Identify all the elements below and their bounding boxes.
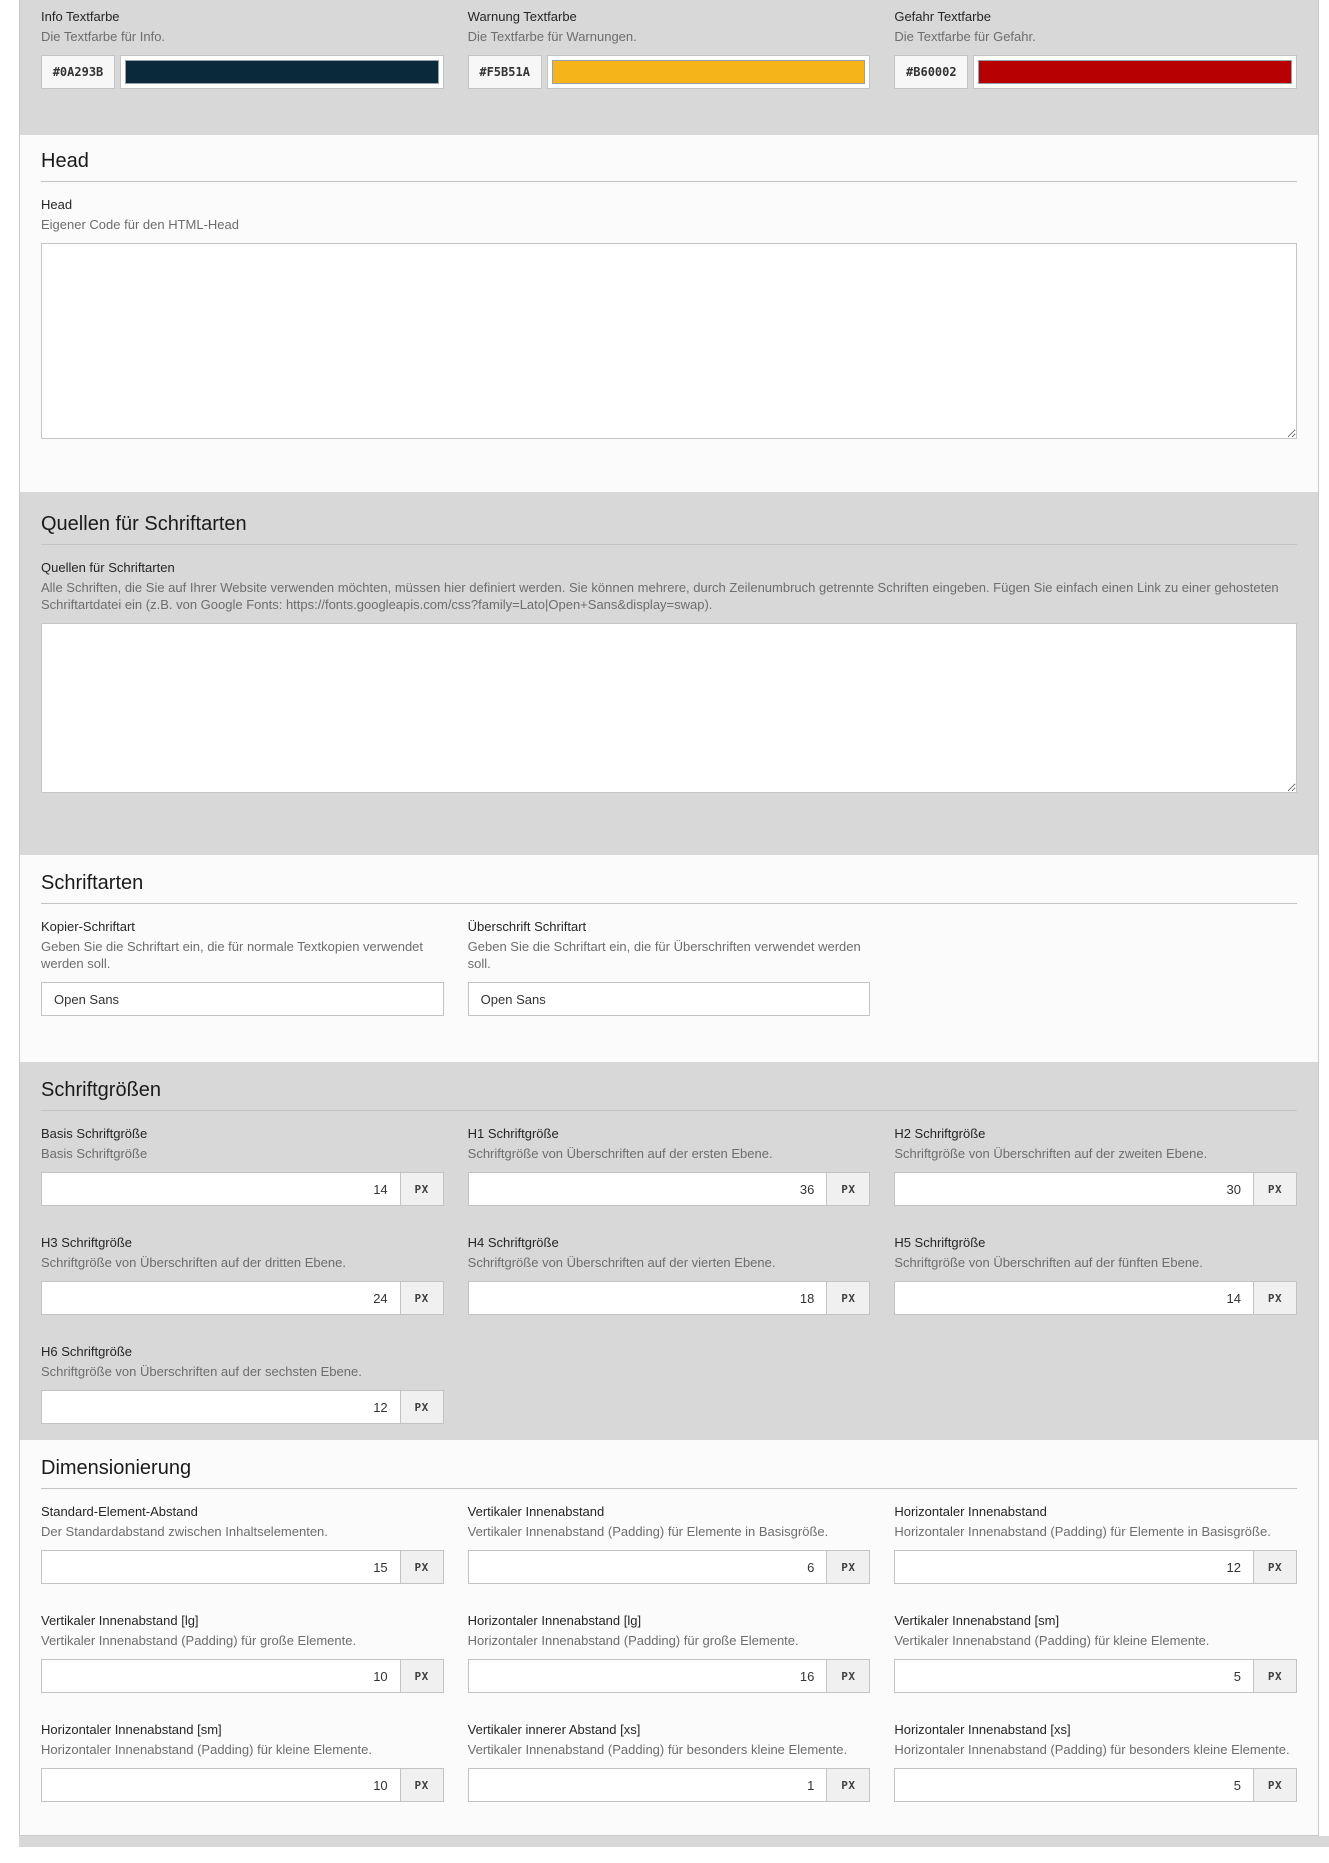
unit-label-px: PX (400, 1282, 443, 1314)
field-label: H6 Schriftgröße (41, 1344, 133, 1359)
color-hex-value[interactable]: #0A293B (41, 55, 115, 89)
field-description: Schriftgröße von Überschriften auf der vierten Ebene. (467, 1255, 776, 1270)
section-divider (41, 1488, 1297, 1489)
vertical-padding-sm-input-group (894, 1659, 1297, 1693)
vertical-padding-field (468, 1503, 871, 1584)
field-label: H4 Schriftgröße (467, 1235, 559, 1250)
field-label: H1 Schriftgröße (467, 1126, 559, 1141)
color-swatch-bar (125, 60, 439, 84)
vertical-padding-lg-input[interactable] (42, 1660, 400, 1692)
vertical-padding-sm-input[interactable] (895, 1660, 1253, 1692)
h2-font-size-field (894, 1125, 1297, 1206)
headline-font-field (468, 918, 871, 1016)
field-description: Horizontaler Innenabstand (Padding) für große Elemente. (467, 1633, 799, 1648)
horizontal-padding-field (894, 1503, 1297, 1584)
unit-label-px: PX (400, 1551, 443, 1583)
section-font-sources (20, 492, 1318, 855)
h5-font-size-input[interactable] (895, 1282, 1253, 1314)
section-divider (41, 544, 1297, 545)
page-background-strip (19, 1836, 1329, 1847)
horizontal-padding-lg-input-group (468, 1659, 871, 1693)
field-description: Schriftgröße von Überschriften auf der zweiten Ebene. (894, 1146, 1208, 1161)
horizontal-padding-lg-field (468, 1612, 871, 1693)
unit-label-px: PX (826, 1282, 869, 1314)
head-code-textarea[interactable] (41, 243, 1297, 439)
field-description: Schriftgröße von Überschriften auf der ersten Ebene. (467, 1146, 773, 1161)
h6-font-size-input[interactable] (42, 1391, 400, 1423)
unit-label-px: PX (400, 1769, 443, 1801)
field-label: Standard-Element-Abstand (41, 1504, 198, 1519)
unit-label-px: PX (1253, 1769, 1296, 1801)
field-label: Info Textfarbe (41, 9, 120, 24)
h6-font-size-input-group (41, 1390, 444, 1424)
unit-label-px: PX (826, 1551, 869, 1583)
base-font-size-field (41, 1125, 444, 1206)
field-label: Quellen für Schriftarten (41, 560, 175, 575)
section-divider (41, 181, 1297, 182)
color-field-danger (894, 8, 1297, 89)
section-title-dimensions: Dimensionierung (41, 1457, 192, 1479)
unit-label-px: PX (400, 1391, 443, 1423)
field-label: Vertikaler Innenabstand (467, 1504, 605, 1519)
unit-label-px: PX (1253, 1173, 1296, 1205)
field-label: Head (41, 197, 73, 212)
h2-font-size-input-group (894, 1172, 1297, 1206)
field-label: Horizontaler Innenabstand [xs] (894, 1722, 1071, 1737)
h1-font-size-input-group (468, 1172, 871, 1206)
field-description: Vertikaler Innenabstand (Padding) für kleine Elemente. (894, 1633, 1210, 1648)
field-label: Vertikaler innerer Abstand [xs] (467, 1722, 641, 1737)
base-font-size-input-group (41, 1172, 444, 1206)
unit-label-px: PX (400, 1660, 443, 1692)
field-description: Vertikaler Innenabstand (Padding) für Elemente in Basisgröße. (467, 1524, 829, 1539)
horizontal-padding-xs-input[interactable] (895, 1769, 1253, 1801)
color-swatch-bar (552, 60, 866, 84)
element-spacing-input[interactable] (42, 1551, 400, 1583)
vertical-padding-xs-input-group (468, 1768, 871, 1802)
field-label: Vertikaler Innenabstand [lg] (41, 1613, 199, 1628)
horizontal-padding-xs-field (894, 1721, 1297, 1802)
color-swatch[interactable] (973, 55, 1297, 89)
field-label: H5 Schriftgröße (894, 1235, 986, 1250)
h4-font-size-input[interactable] (469, 1282, 827, 1314)
unit-label-px: PX (826, 1173, 869, 1205)
section-head (20, 135, 1318, 492)
field-label: Horizontaler Innenabstand (894, 1504, 1047, 1519)
h1-font-size-input[interactable] (469, 1173, 827, 1205)
color-hex-value[interactable]: #F5B51A (468, 55, 542, 89)
color-input-warning[interactable] (468, 55, 871, 89)
field-label: Kopier-Schriftart (41, 919, 135, 934)
section-title-fonts: Schriftarten (41, 872, 144, 894)
h6-font-size-field (41, 1343, 444, 1424)
field-description: Horizontaler Innenabstand (Padding) für besonders kleine Elemente. (894, 1742, 1290, 1757)
field-description: Vertikaler Innenabstand (Padding) für besonders kleine Elemente. (467, 1742, 848, 1757)
font-sources-field (41, 559, 1297, 793)
field-description: Alle Schriften, die Sie auf Ihrer Website verwenden möchten, müssen hier definiert werden. Sie können mehrere, durch Zeilenumbruch getrennte Schriften eingeben. Fügen Sie einfach einen Link zu einer gehosteten Schriftartdatei ein (z.B. von Google Fonts: https://fonts.googleapis.com/css?family=Lato|Open+Sans&display=swap). (41, 580, 1279, 612)
unit-label-px: PX (400, 1173, 443, 1205)
color-input-info[interactable] (41, 55, 444, 89)
h4-font-size-field (468, 1234, 871, 1315)
section-title-font-sizes: Schriftgrößen (41, 1079, 162, 1101)
field-description: Geben Sie die Schriftart ein, die für Überschriften verwendet werden soll. (467, 939, 861, 971)
field-description: Schriftgröße von Überschriften auf der sechsten Ebene. (41, 1364, 362, 1379)
color-input-danger[interactable] (894, 55, 1297, 89)
color-hex-value[interactable]: #B60002 (894, 55, 968, 89)
field-description: Geben Sie die Schriftart ein, die für normale Textkopien verwendet werden soll. (41, 939, 424, 971)
field-description: Die Textfarbe für Warnungen. (467, 29, 637, 44)
color-swatch[interactable] (547, 55, 871, 89)
field-label: H3 Schriftgröße (41, 1235, 133, 1250)
vertical-padding-input-group (468, 1550, 871, 1584)
font-sources-textarea[interactable] (41, 623, 1297, 793)
vertical-padding-sm-field (894, 1612, 1297, 1693)
section-dimensions (20, 1440, 1318, 1835)
field-label: Vertikaler Innenabstand [sm] (894, 1613, 1060, 1628)
vertical-padding-xs-input[interactable] (469, 1769, 827, 1801)
section-font-sizes (20, 1062, 1318, 1440)
field-label: Horizontaler Innenabstand [sm] (41, 1722, 222, 1737)
horizontal-padding-sm-input[interactable] (42, 1769, 400, 1801)
field-label: Überschrift Schriftart (467, 919, 587, 934)
field-label: Warnung Textfarbe (467, 9, 577, 24)
vertical-padding-lg-field (41, 1612, 444, 1693)
field-description: Horizontaler Innenabstand (Padding) für kleine Elemente. (41, 1742, 372, 1757)
section-fonts (20, 855, 1318, 1062)
base-font-size-input[interactable] (42, 1173, 400, 1205)
unit-label-px: PX (826, 1660, 869, 1692)
field-description: Horizontaler Innenabstand (Padding) für Elemente in Basisgröße. (894, 1524, 1271, 1539)
section-divider (41, 1110, 1297, 1111)
element-spacing-input-group (41, 1550, 444, 1584)
unit-label-px: PX (1253, 1282, 1296, 1314)
h5-font-size-input-group (894, 1281, 1297, 1315)
section-divider (41, 903, 1297, 904)
field-description: Basis Schriftgröße (41, 1146, 148, 1161)
unit-label-px: PX (1253, 1551, 1296, 1583)
horizontal-padding-sm-field (41, 1721, 444, 1802)
horizontal-padding-input[interactable] (895, 1551, 1253, 1583)
horizontal-padding-xs-input-group (894, 1768, 1297, 1802)
color-swatch[interactable] (120, 55, 444, 89)
head-code-field (41, 196, 1297, 439)
field-label: H2 Schriftgröße (894, 1126, 986, 1141)
copy-font-field (41, 918, 444, 1016)
h3-font-size-input-group (41, 1281, 444, 1315)
field-description: Schriftgröße von Überschriften auf der dritten Ebene. (41, 1255, 346, 1270)
field-description: Der Standardabstand zwischen Inhaltselementen. (41, 1524, 328, 1539)
headline-font-input[interactable] (468, 982, 871, 1016)
h4-font-size-input-group (468, 1281, 871, 1315)
field-description: Eigener Code für den HTML-Head (41, 217, 239, 232)
copy-font-input[interactable] (41, 982, 444, 1016)
vertical-padding-xs-field (468, 1721, 871, 1802)
color-swatch-bar (978, 60, 1292, 84)
color-field-warning (468, 8, 871, 89)
section-text-colors (20, 0, 1318, 135)
theme-settings-container (19, 0, 1319, 1836)
horizontal-padding-sm-input-group (41, 1768, 444, 1802)
h2-font-size-input[interactable] (895, 1173, 1253, 1205)
vertical-padding-input[interactable] (469, 1551, 827, 1583)
field-label: Horizontaler Innenabstand [lg] (467, 1613, 642, 1628)
horizontal-padding-input-group (894, 1550, 1297, 1584)
h3-font-size-field (41, 1234, 444, 1315)
section-title-head: Head (41, 150, 89, 172)
field-label: Basis Schriftgröße (41, 1126, 148, 1141)
field-description: Die Textfarbe für Info. (41, 29, 166, 44)
h3-font-size-input[interactable] (42, 1282, 400, 1314)
h5-font-size-field (894, 1234, 1297, 1315)
h1-font-size-field (468, 1125, 871, 1206)
field-description: Schriftgröße von Überschriften auf der fünften Ebene. (894, 1255, 1203, 1270)
unit-label-px: PX (826, 1769, 869, 1801)
element-spacing-field (41, 1503, 444, 1584)
horizontal-padding-lg-input[interactable] (469, 1660, 827, 1692)
field-description: Vertikaler Innenabstand (Padding) für große Elemente. (41, 1633, 357, 1648)
section-title-font-sources: Quellen für Schriftarten (41, 513, 247, 535)
unit-label-px: PX (1253, 1660, 1296, 1692)
vertical-padding-lg-input-group (41, 1659, 444, 1693)
field-label: Gefahr Textfarbe (894, 9, 991, 24)
color-field-info (41, 8, 444, 89)
field-description: Die Textfarbe für Gefahr. (894, 29, 1036, 44)
